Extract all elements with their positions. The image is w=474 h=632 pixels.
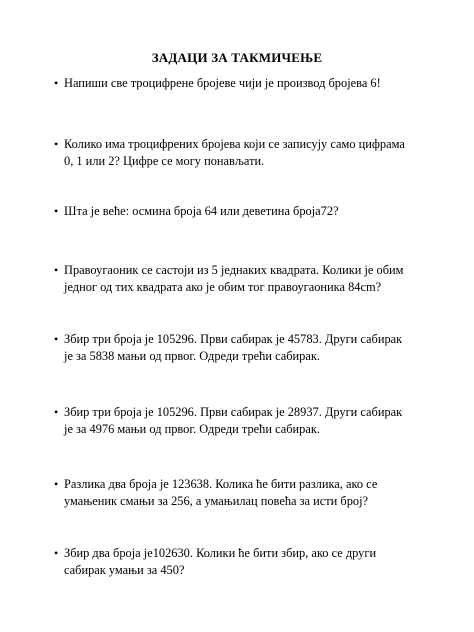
task-item-5 (54, 331, 409, 365)
task-text: Збир два броја је102630. Колики ће бити збир, ако се други сабирак умањи за 450? (64, 546, 377, 577)
task-text: Напиши све троцифрене бројеве чији је производ бројева 6! (64, 76, 381, 90)
bullet-icon: • (54, 76, 59, 90)
task-text: Збир три броја је 105296. Први сабирак је 28937. Други сабирак је за 4976 мањи од првог. Одреди трећи сабирак. (64, 405, 403, 436)
task-item-1 (54, 75, 409, 92)
bullet-icon: • (54, 204, 59, 218)
bullet-icon: • (54, 332, 59, 346)
bullet-icon: • (54, 477, 59, 491)
document-title: ЗАДАЦИ ЗА ТАКМИЧЕЊЕ (151, 50, 323, 65)
task-text: Колико има троцифрених бројева који се записују само цифрама 0, 1 или 2? Цифре се могу понављати. (64, 137, 405, 168)
task-item-6 (54, 404, 409, 438)
bullet-icon: • (54, 137, 59, 151)
bullet-icon: • (54, 263, 59, 277)
task-item-4 (54, 262, 409, 296)
bullet-icon: • (54, 405, 59, 419)
task-item-8 (54, 545, 409, 579)
task-item-3 (54, 203, 409, 220)
task-text: Правоугаоник се састоји из 5 једнаких квадрата. Колики је обим једног од тих квадрата ако је обим тог правоугаоника 84cm? (64, 263, 404, 294)
task-item-2 (54, 136, 409, 170)
task-text: Разлика два броја је 123638. Колика ће бити разлика, ако се умањеник смањи за 256, а умањилац повећа за исти број? (64, 477, 378, 508)
task-text: Збир три броја је 105296. Први сабирак је 45783. Други сабирак је за 5838 мањи од првог. Одреди трећи сабирак. (64, 332, 403, 363)
bullet-icon: • (54, 546, 59, 560)
task-text: Шта је веће: осмина броја 64 или деветина броја72? (64, 204, 339, 218)
task-item-7 (54, 476, 409, 510)
